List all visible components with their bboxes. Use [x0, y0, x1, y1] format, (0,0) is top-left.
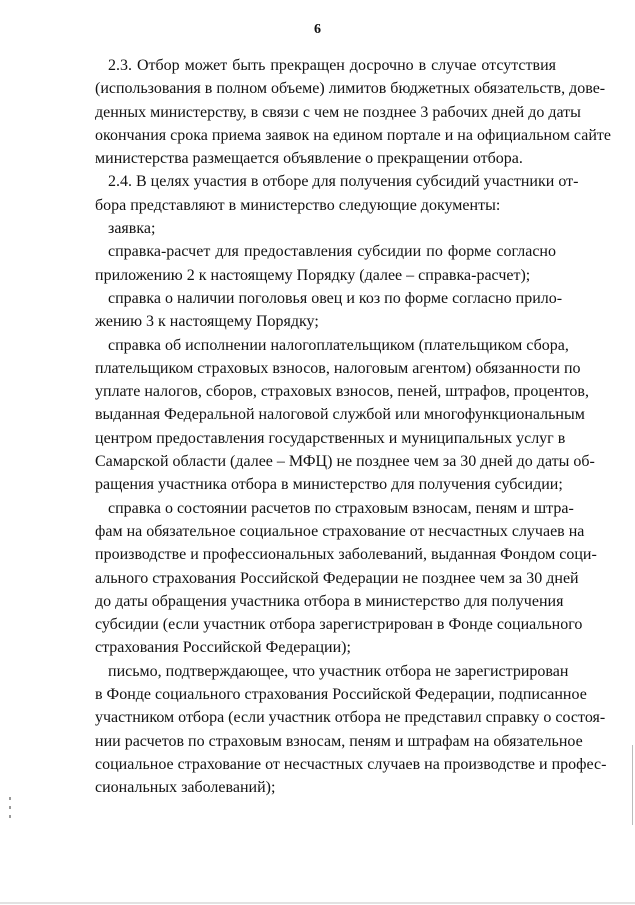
text-line: 2.4. В целях участия в отборе для получения субсидий участники от-: [108, 173, 579, 191]
text-line: ального страхования Российской Федерации не позднее чем за 30 дней: [95, 569, 579, 587]
text-line: субсидии (если участник отбора зарегистрирован в Фонде социального: [95, 616, 583, 634]
text-line: социальное страхование от несчастных случаев на производстве и профес-: [95, 755, 607, 773]
text-line: справка о наличии поголовья овец и коз по форме согласно прило-: [108, 289, 563, 307]
text-line: письмо, подтверждающее, что участник отбора не зарегистрирован: [108, 662, 569, 680]
text-line: ращения участника отбора в министерство для получения субсидии;: [95, 476, 563, 494]
paragraph: [95, 334, 595, 497]
text-line: справка о состоянии расчетов по страховым взносам, пеням и штра-: [108, 499, 574, 517]
paragraph: [95, 497, 597, 660]
text-line: нии расчетов по страховым взносам, пеням и штрафам на обязательное: [95, 732, 583, 750]
text-line: справка-расчет для предоставления субсидии по форме согласно: [108, 243, 556, 261]
text-line: выданная Федеральной налоговой службой или многофункциональным: [95, 406, 585, 424]
text-line: плательщиком страховых взносов, налоговым агентом) обязанности по: [95, 359, 581, 377]
text-line: приложению 2 к настоящему Порядку (далее – справка-расчет);: [95, 266, 531, 284]
document-body: [95, 54, 611, 800]
text-line: 2.3. Отбор может быть прекращен досрочно в случае отсутствия: [108, 57, 556, 74]
text-line: фам на обязательное социальное страхование от несчастных случаев на: [95, 522, 585, 540]
text-line: уплате налогов, сборов, страховых взносов, пеней, штрафов, процентов,: [95, 383, 589, 401]
scan-artifact: [9, 797, 11, 800]
text-line: до даты обращения участника отбора в министерство для получения: [95, 592, 564, 610]
page-number: 6: [314, 22, 321, 37]
text-line: денных министерству, в связи с чем не позднее 3 рабочих дней до даты: [95, 103, 581, 121]
text-line: министерства размещается объявление о прекращении отбора.: [95, 150, 523, 168]
text-line: жению 3 к настоящему Порядку;: [95, 313, 319, 331]
text-line: бора представляют в министерство следующие документы:: [95, 196, 501, 214]
text-line: справка об исполнении налогоплательщиком (плательщиком сбора,: [108, 336, 569, 354]
text-line: сиональных заболеваний);: [95, 779, 276, 797]
paragraph: [95, 240, 556, 287]
paragraph: [95, 54, 611, 170]
paragraph: [95, 660, 607, 800]
text-line: участником отбора (если участник отбора не представил справку о состоя-: [95, 709, 606, 727]
text-line: Самарской области (далее – МФЦ) не позднее чем за 30 дней до даты об-: [95, 453, 595, 471]
text-line: центром предоставления государственных и муниципальных услуг в: [95, 429, 566, 447]
text-line: (использования в полном объеме) лимитов бюджетных обязательств, дове-: [95, 80, 606, 98]
text-line: производстве и профессиональных заболеваний, выданная Фондом соци-: [95, 546, 597, 564]
text-line: заявка;: [108, 220, 156, 238]
scan-artifact: [9, 806, 11, 809]
scan-artifact: [9, 815, 11, 818]
page-edge-mark: [632, 745, 633, 825]
text-line: страхования Российской Федерации);: [95, 639, 351, 657]
text-line: окончания срока приема заявок на едином портале и на официальном сайте: [95, 126, 611, 144]
text-line: в Фонде социального страхования Российской Федерации, подписанное: [95, 686, 587, 704]
bottom-edge: [0, 902, 635, 904]
paragraph: [95, 287, 563, 334]
paragraph: [95, 170, 579, 217]
paragraph: [95, 217, 556, 240]
